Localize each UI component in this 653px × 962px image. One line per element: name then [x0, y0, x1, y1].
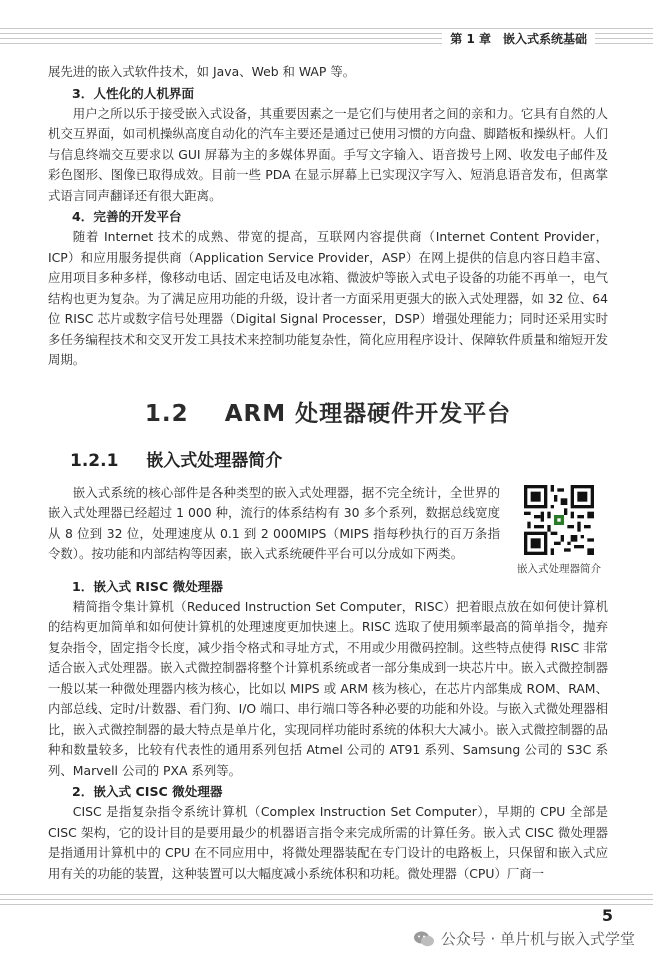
qr-code-icon[interactable] — [524, 485, 594, 555]
heading-risc: 1．嵌入式 RISC 微处理器 — [72, 578, 223, 594]
paragraph-risc: 精简指令集计算机（Reduced Instruction Set Computer，RISC）把着眼点放在如何使计算机的结构更加简单和如何使计算机的处理速度更加快速上。RISC 选取了使用频率最高的简单指令，抛弃复杂指令，固定指令长度，减少指令格式和寻址方式，不用或少用微码控制。这些特点使得 RISC 非常适合嵌入式处理器。嵌入式微控制器将整个计算机系统或者一部分集成到一块芯片中。嵌入式微控制器一般以某一种微处理器内核为核心，比如以 MIPS 或 ARM 核为核心，在芯片内部集成 ROM、RAM、内部总线、定时/计数器、看门狗、I/O 端口、串行端口等各种必要的功能和外设。与嵌入式微处理器相比，嵌入式微控制器的最大特点是单片化，实现同样功能时系统的体积大大减小。嵌入式微控制器的品种和数量较多，比较有代表性的通用系列包括 Atmel 公司的 AT91 系列、Samsung 公司的 S3C 系列、Marvell 公司的 PXA 系列等。 — [48, 598, 608, 778]
footer-rules — [0, 894, 653, 910]
section-title-text: ARM 处理器硬件开发平台 — [224, 400, 512, 427]
subsection-number: 1.2.1 — [70, 450, 119, 471]
paragraph-human-interface: 用户之所以乐于接受嵌入式设备，其重要因素之一是它们与使用者之间的亲和力。它具有自然的人机交互界面，如司机操纵高度自动化的汽车主要还是通过已使用习惯的方向盘、脚踏板和操纵杆。人们与信息终端交互要求以 GUI 屏幕为主的多媒体界面。手写文字输入、语音拨号上网、收发电子邮件及彩色图形、图像已取得成效。目前一些 PDA 在显示屏幕上已实现汉字写入、短消息语音发布，但离掌式语言同声翻译还有很大距离。 — [48, 105, 608, 203]
heading-cisc: 2．嵌入式 CISC 微处理器 — [72, 784, 223, 799]
qr-block[interactable] — [510, 485, 608, 576]
page-content — [48, 62, 608, 884]
heading-human-interface: 3．人性化的人机界面 — [72, 85, 195, 101]
section-number: 1.2 — [144, 400, 189, 427]
section-title — [48, 395, 608, 428]
paragraph-cisc: CISC 是指复杂指令系统计算机（Complex Instruction Set Computer），早期的 CPU 全部是 CISC 架构，它的设计目的是要用最少的机器语言指令来完成所需的计算任务。嵌入式 CISC 微处理器是指通用计算机中的 CPU 在不同应用中，将微处理器装配在专门设计的电路板上，只保留和嵌入式应用有关的功能的装置，这种装置可以大幅度减小系统体积和功耗。微处理器（CPU）厂商一 — [48, 804, 608, 881]
wechat-icon — [413, 930, 435, 948]
watermark-text: 公众号 · 单片机与嵌入式学堂 — [440, 930, 635, 948]
heading-dev-platform: 4．完善的开发平台 — [72, 209, 182, 224]
chapter-header: 第 1 章 嵌入式系统基础 — [442, 30, 595, 48]
subsection-title — [70, 446, 608, 471]
page-number: 5 — [601, 906, 613, 925]
qr-caption: 嵌入式处理器简介 — [517, 562, 601, 575]
watermark — [413, 928, 635, 949]
paragraph-dev-platform: 随着 Internet 技术的成熟、带宽的提高，互联网内容提供商（Internet Content Provider，ICP）和应用服务提供商（Application Service Provider，ASP）在网上提供的信息内容日趋丰富、应用项目多种多样，像移动电话、固定电话及电冰箱、微波炉等嵌入式电子设备的功能不再单一，电气结构也更为复杂。为了满足应用功能的升级，设计者一方面采用更强大的嵌入式处理器，如 32 位、64 位 RISC 芯片或数字信号处理器（Digital Signal Processer，DSP）增强处理能力；同时还采用实时多任务编程技术和交叉开发工具技术来控制功能复杂性，简化应用程序设计、保障软件质量和缩短开发周期。 — [48, 229, 608, 367]
intro-row — [48, 483, 608, 576]
paragraph-continued: 展先进的嵌入式软件技术，如 Java、Web 和 WAP 等。 — [48, 64, 356, 79]
paragraph-intro: 嵌入式系统的核心部件是各种类型的嵌入式处理器，据不完全统计，全世界的嵌入式处理器已经超过 1 000 种，流行的体系结构有 30 多个系列，数据总线宽度从 8 位到 32 位，处理速度从 0.1 到 2 000MIPS（MIPS 指每秒执行的百万条指令数）。按功能和内部结构等因素，嵌入式系统硬件平台可以分成如下两类。 — [48, 484, 500, 561]
subsection-title-text: 嵌入式处理器简介 — [146, 450, 283, 471]
